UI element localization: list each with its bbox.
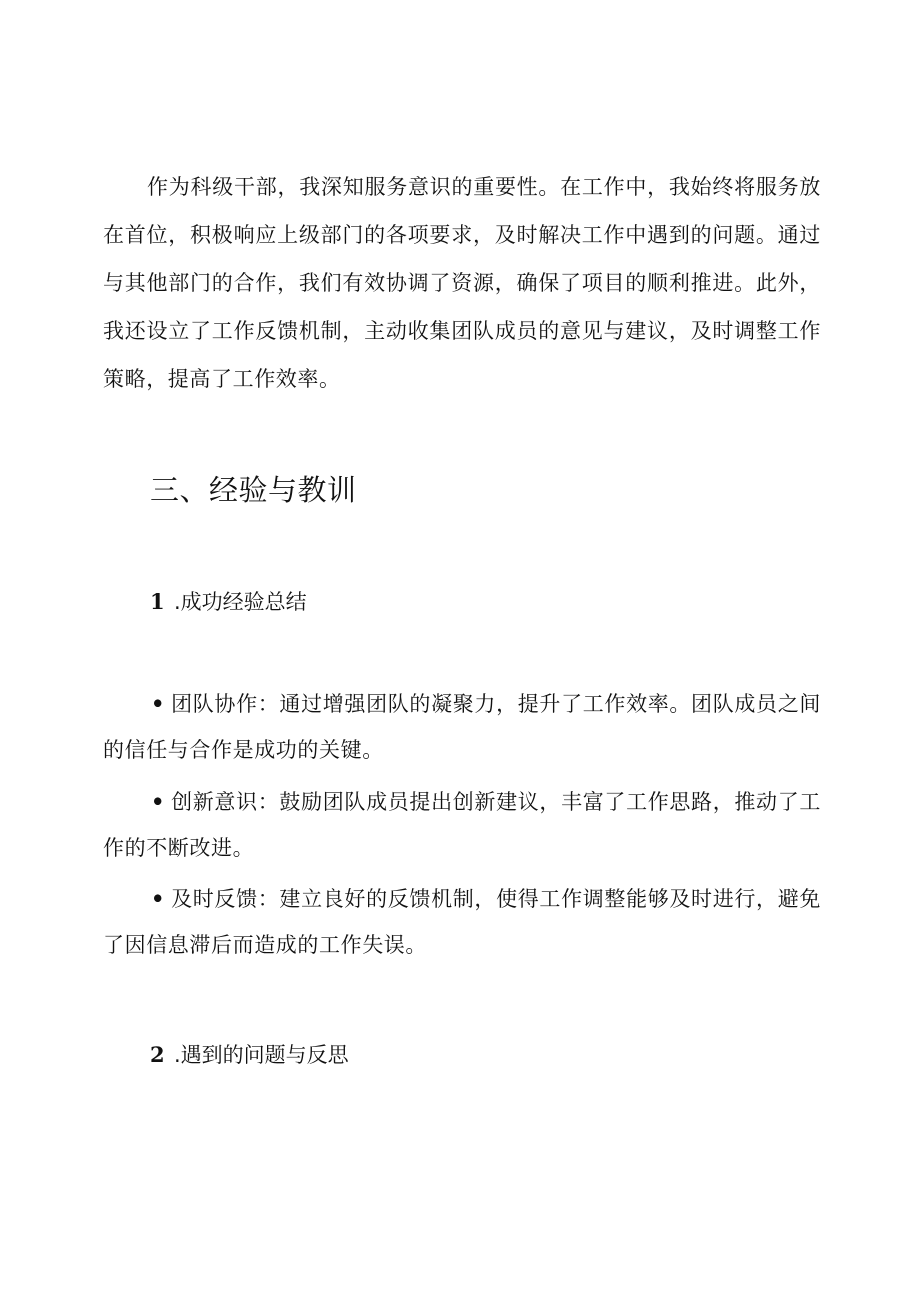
bullet-label: 团队协作 xyxy=(171,692,258,716)
sub-heading-title: .成功经验总结 xyxy=(174,590,307,614)
sub-heading-problems xyxy=(150,1038,349,1072)
bullet-dot-icon: • xyxy=(151,886,166,911)
bullet-text: 鼓励团队成员提出创新建议，丰富了工作思路，推动了工作的不断改进。 xyxy=(103,790,821,860)
bullet-label: 及时反馈 xyxy=(171,887,258,911)
section-heading-experience: 三、经验与教训 xyxy=(150,473,357,507)
bullet-label: 创新意识 xyxy=(171,790,258,814)
sub-heading-number: 2 xyxy=(150,1042,165,1067)
sub-heading-number: 1 xyxy=(150,589,165,614)
bullet-item-teamwork xyxy=(103,681,821,773)
bullet-item-feedback xyxy=(103,876,821,968)
sub-heading-title: .遇到的问题与反思 xyxy=(174,1043,349,1067)
bullet-text: 通过增强团队的凝聚力，提升了工作效率。团队成员之间的信任与合作是成功的关键。 xyxy=(103,692,821,762)
bullet-item-innovation xyxy=(103,779,821,871)
bullet-separator: ： xyxy=(257,790,280,814)
sub-heading-success xyxy=(150,585,307,619)
bullet-text: 建立良好的反馈机制，使得工作调整能够及时进行，避免了因信息滞后而造成的工作失误。 xyxy=(103,887,821,957)
intro-paragraph: 作为科级干部，我深知服务意识的重要性。在工作中，我始终将服务放在首位，积极响应上级部门的各项要求，及时解决工作中遇到的问题。通过与其他部门的合作，我们有效协调了资源，确保了项目的顺利推进。此外，我还设立了工作反馈机制，主动收集团队成员的意见与建议，及时调整工作策略，提高了工作效率。 xyxy=(103,175,821,391)
bullet-separator: ： xyxy=(257,692,280,716)
bullet-dot-icon: • xyxy=(151,789,166,814)
bullet-dot-icon: • xyxy=(151,691,166,716)
bullet-separator: ： xyxy=(257,887,280,911)
